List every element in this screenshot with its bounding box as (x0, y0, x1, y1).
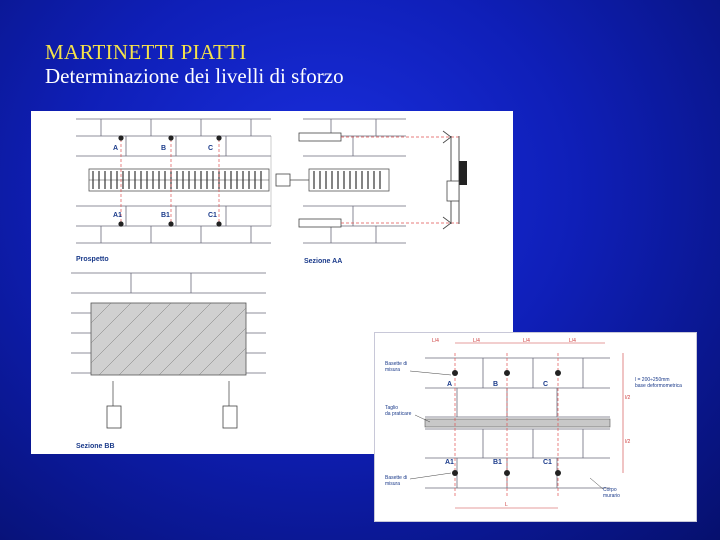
point-b-label: B (161, 145, 167, 152)
scheme-point-c-label: C (543, 381, 549, 388)
title-block (45, 40, 344, 88)
dim-total: L (505, 502, 508, 508)
note-taglio-2: da praticare (385, 411, 412, 417)
prospetto-label: Prospetto (76, 256, 109, 263)
note-base-2: base deformometrica (635, 383, 682, 389)
measurement-scheme (374, 332, 697, 522)
sezione-bb (71, 273, 266, 428)
slide-subtitle: Determinazione dei livelli di sforzo (45, 64, 344, 88)
sezione-aa (299, 119, 467, 243)
dim-quarter-1: L/4 (432, 338, 439, 344)
note-basette-top-1: Basette di (385, 361, 408, 367)
note-basette-top-2: misura (385, 367, 401, 373)
point-a-label: A (113, 145, 119, 152)
dim-half-top: l/2 (625, 395, 631, 401)
wall-courses (425, 358, 610, 488)
note-taglio-1: Taglio (385, 405, 399, 411)
scheme-point-b1-label: B1 (493, 459, 502, 466)
note-basette-bottom-2: misura (385, 481, 401, 487)
dim-quarter-2: L/4 (473, 338, 480, 344)
dim-quarter-3: L/4 (523, 338, 530, 344)
scheme-point-a-label: A (447, 381, 453, 388)
note-base-1: l = 200÷250mm (635, 377, 670, 383)
slide-title: MARTINETTI PIATTI (45, 40, 247, 64)
point-b1-label: B1 (161, 212, 170, 219)
sezione-bb-label: Sezione BB (76, 443, 115, 450)
note-corpo-2: murario (603, 493, 620, 499)
point-c1-label: C1 (208, 212, 217, 219)
scheme-point-a1-label: A1 (445, 459, 454, 466)
point-a1-label: A1 (113, 212, 122, 219)
scheme-point-b-label: B (493, 381, 499, 388)
note-basette-bottom-1: Basette di (385, 475, 408, 481)
sezione-aa-label: Sezione AA (304, 258, 343, 265)
dim-quarter-4: L/4 (569, 338, 576, 344)
dim-half-bottom: l/2 (625, 439, 631, 445)
note-corpo-1: Corpo (603, 487, 617, 493)
scheme-point-c1-label: C1 (543, 459, 552, 466)
measurement-scheme-svg (375, 333, 696, 521)
point-c-label: C (208, 145, 214, 152)
prospetto-wall (76, 119, 271, 243)
